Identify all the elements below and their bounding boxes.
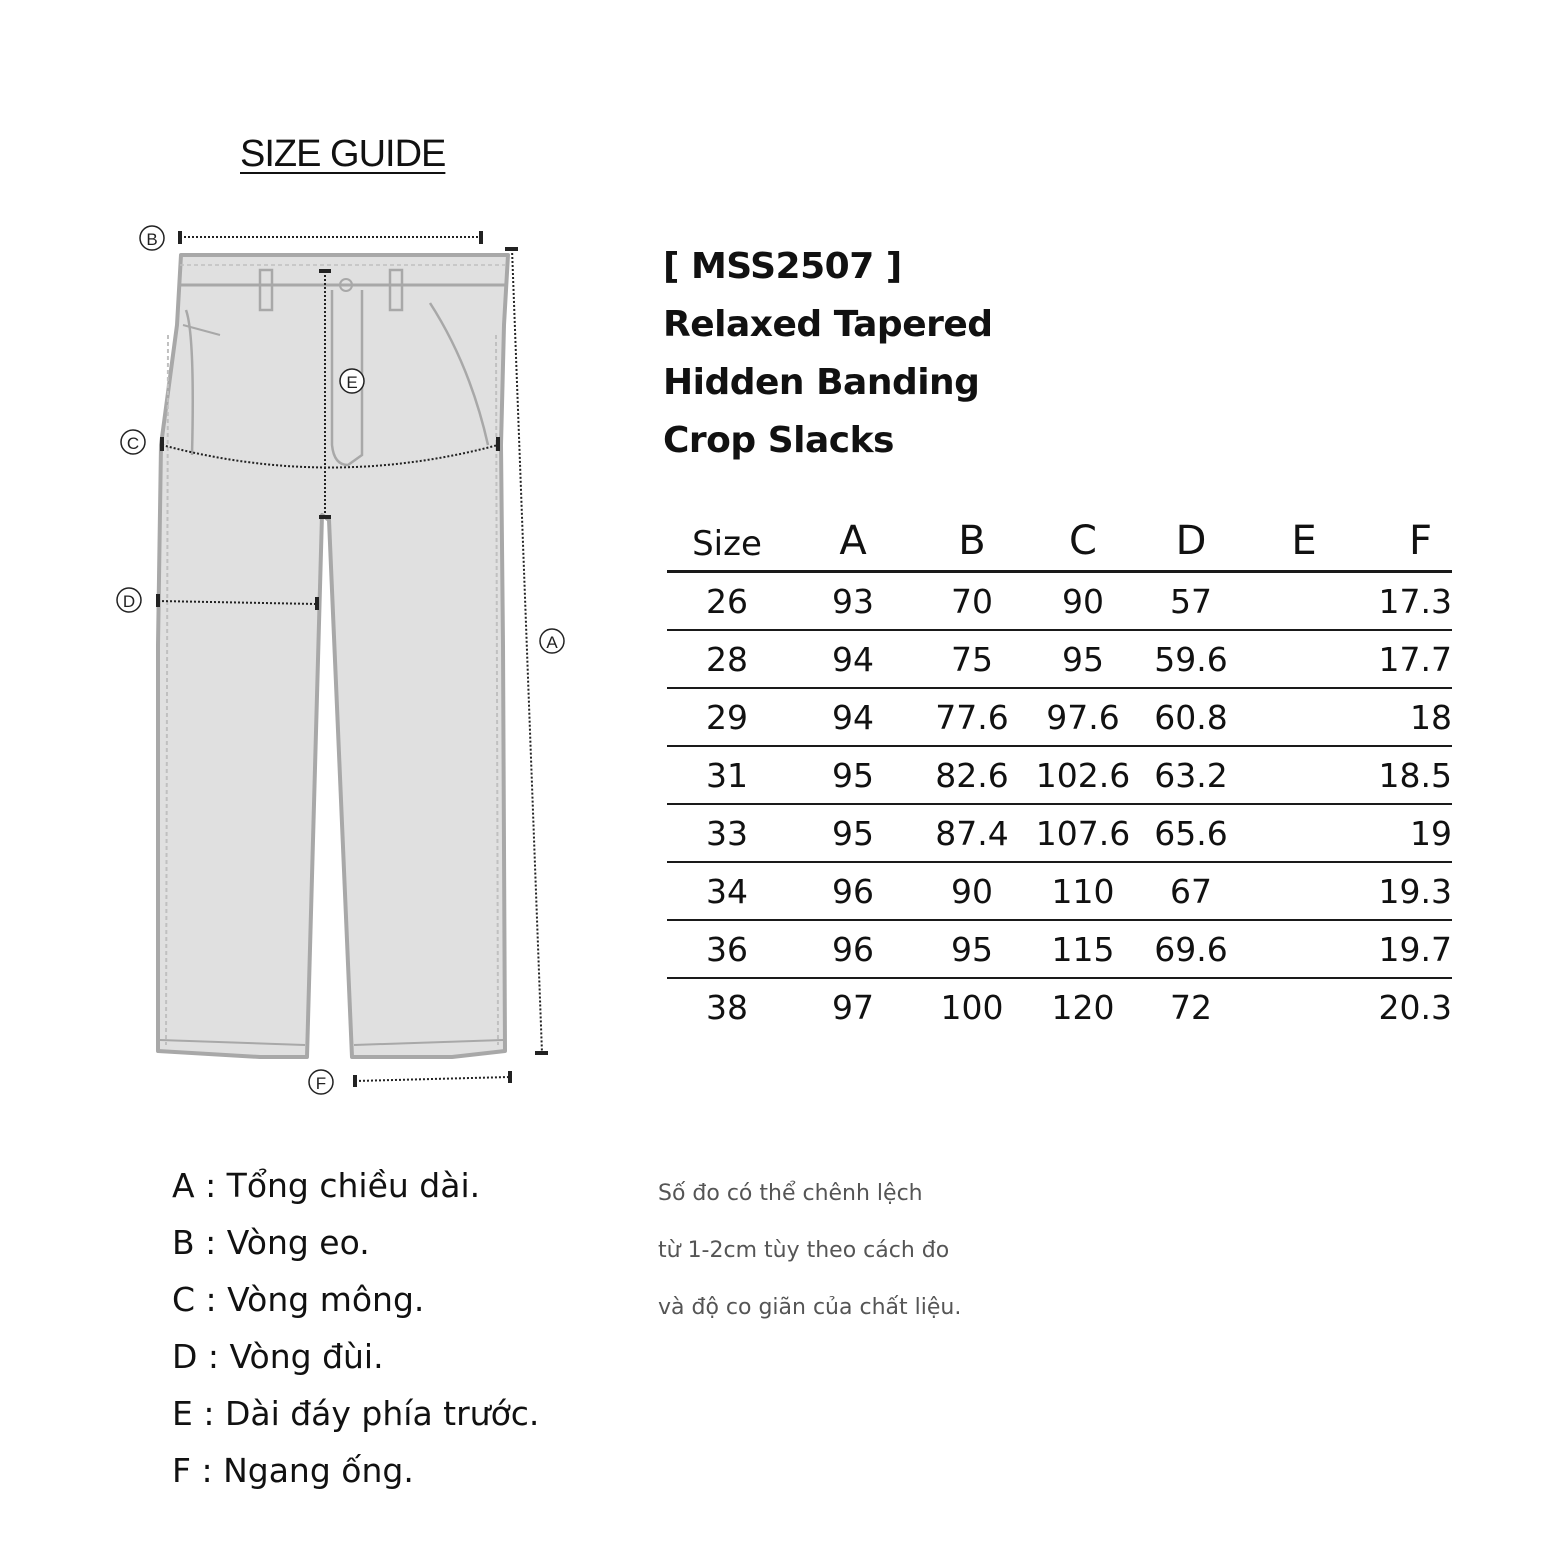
size-table (667, 495, 1452, 1035)
table-row (667, 746, 1452, 804)
header-e: E (1291, 518, 1317, 564)
header-c: C (1069, 518, 1097, 564)
cell-f: 19 (1367, 804, 1452, 862)
header-b: B (958, 518, 986, 564)
cell-f: 17.3 (1367, 572, 1452, 631)
cell-c: 107.6 (1025, 804, 1141, 862)
cell-d: 65.6 (1141, 804, 1241, 862)
cell-c: 115 (1025, 920, 1141, 978)
product-code: [ MSS2507 ] (663, 246, 902, 287)
product-name-line: Relaxed Tapered (663, 304, 993, 345)
legend-item: E : Dài đáy phía trước. (172, 1394, 540, 1433)
cell-size: 26 (667, 572, 787, 631)
cell-d: 59.6 (1141, 630, 1241, 688)
table-row (667, 630, 1452, 688)
cell-c: 120 (1025, 978, 1141, 1035)
cell-e (1241, 920, 1367, 978)
cell-a: 96 (787, 920, 919, 978)
cell-size: 29 (667, 688, 787, 746)
cell-size: 28 (667, 630, 787, 688)
cell-c: 95 (1025, 630, 1141, 688)
cell-size: 33 (667, 804, 787, 862)
table-row (667, 920, 1452, 978)
pants-illustration (158, 255, 508, 1057)
cell-e (1241, 862, 1367, 920)
note-line: và độ co giãn của chất liệu. (658, 1295, 962, 1320)
table-row (667, 688, 1452, 746)
cell-e (1241, 978, 1367, 1035)
cell-c: 110 (1025, 862, 1141, 920)
cell-b: 75 (919, 630, 1025, 688)
table-row (667, 572, 1452, 631)
page-title: SIZE GUIDE (240, 133, 446, 175)
svg-text:B: B (146, 230, 158, 249)
tolerance-note (658, 1165, 961, 1336)
cell-d: 72 (1141, 978, 1241, 1035)
measure-b (140, 226, 481, 250)
cell-e (1241, 630, 1367, 688)
legend-item: B : Vòng eo. (172, 1223, 370, 1262)
measure-f (309, 1070, 510, 1094)
svg-text:C: C (126, 434, 140, 453)
svg-text:D: D (122, 592, 136, 611)
legend-item: C : Vòng mông. (172, 1280, 425, 1319)
note-line: từ 1-2cm tùy theo cách đo (658, 1238, 950, 1263)
cell-b: 77.6 (919, 688, 1025, 746)
measure-a (505, 249, 564, 1053)
cell-e (1241, 572, 1367, 631)
cell-size: 31 (667, 746, 787, 804)
cell-f: 18.5 (1367, 746, 1452, 804)
cell-a: 94 (787, 688, 919, 746)
header-a: A (839, 518, 867, 564)
cell-c: 102.6 (1025, 746, 1141, 804)
table-row (667, 978, 1452, 1035)
pants-diagram (100, 215, 580, 1105)
cell-b: 70 (919, 572, 1025, 631)
cell-d: 57 (1141, 572, 1241, 631)
cell-d: 69.6 (1141, 920, 1241, 978)
cell-b: 90 (919, 862, 1025, 920)
cell-size: 34 (667, 862, 787, 920)
cell-a: 95 (787, 804, 919, 862)
svg-text:A: A (546, 633, 558, 652)
cell-e (1241, 688, 1367, 746)
cell-a: 93 (787, 572, 919, 631)
cell-b: 87.4 (919, 804, 1025, 862)
note-line: Số đo có thể chênh lệch (658, 1181, 923, 1206)
cell-f: 20.3 (1367, 978, 1452, 1035)
cell-a: 94 (787, 630, 919, 688)
cell-d: 63.2 (1141, 746, 1241, 804)
product-name-block (663, 238, 993, 470)
header-d: D (1175, 518, 1207, 564)
cell-f: 17.7 (1367, 630, 1452, 688)
product-name-line: Crop Slacks (663, 420, 894, 461)
size-table-header (667, 495, 1452, 572)
cell-f: 19.7 (1367, 920, 1452, 978)
cell-c: 97.6 (1025, 688, 1141, 746)
svg-text:E: E (346, 373, 358, 392)
cell-a: 96 (787, 862, 919, 920)
legend-item: D : Vòng đùi. (172, 1337, 384, 1376)
header-f: F (1408, 518, 1432, 564)
cell-b: 95 (919, 920, 1025, 978)
cell-e (1241, 804, 1367, 862)
product-name-line: Hidden Banding (663, 362, 980, 403)
cell-size: 38 (667, 978, 787, 1035)
cell-f: 18 (1367, 688, 1452, 746)
cell-e (1241, 746, 1367, 804)
legend-item: F : Ngang ống. (172, 1451, 414, 1490)
cell-d: 60.8 (1141, 688, 1241, 746)
cell-b: 82.6 (919, 746, 1025, 804)
table-row (667, 804, 1452, 862)
header-size: Size (692, 524, 762, 564)
cell-a: 97 (787, 978, 919, 1035)
cell-f: 19.3 (1367, 862, 1452, 920)
cell-size: 36 (667, 920, 787, 978)
legend-item: A : Tổng chiều dài. (172, 1166, 481, 1205)
cell-d: 67 (1141, 862, 1241, 920)
cell-b: 100 (919, 978, 1025, 1035)
measurement-legend (172, 1157, 539, 1499)
cell-a: 95 (787, 746, 919, 804)
table-row (667, 862, 1452, 920)
svg-text:F: F (315, 1074, 327, 1093)
cell-c: 90 (1025, 572, 1141, 631)
